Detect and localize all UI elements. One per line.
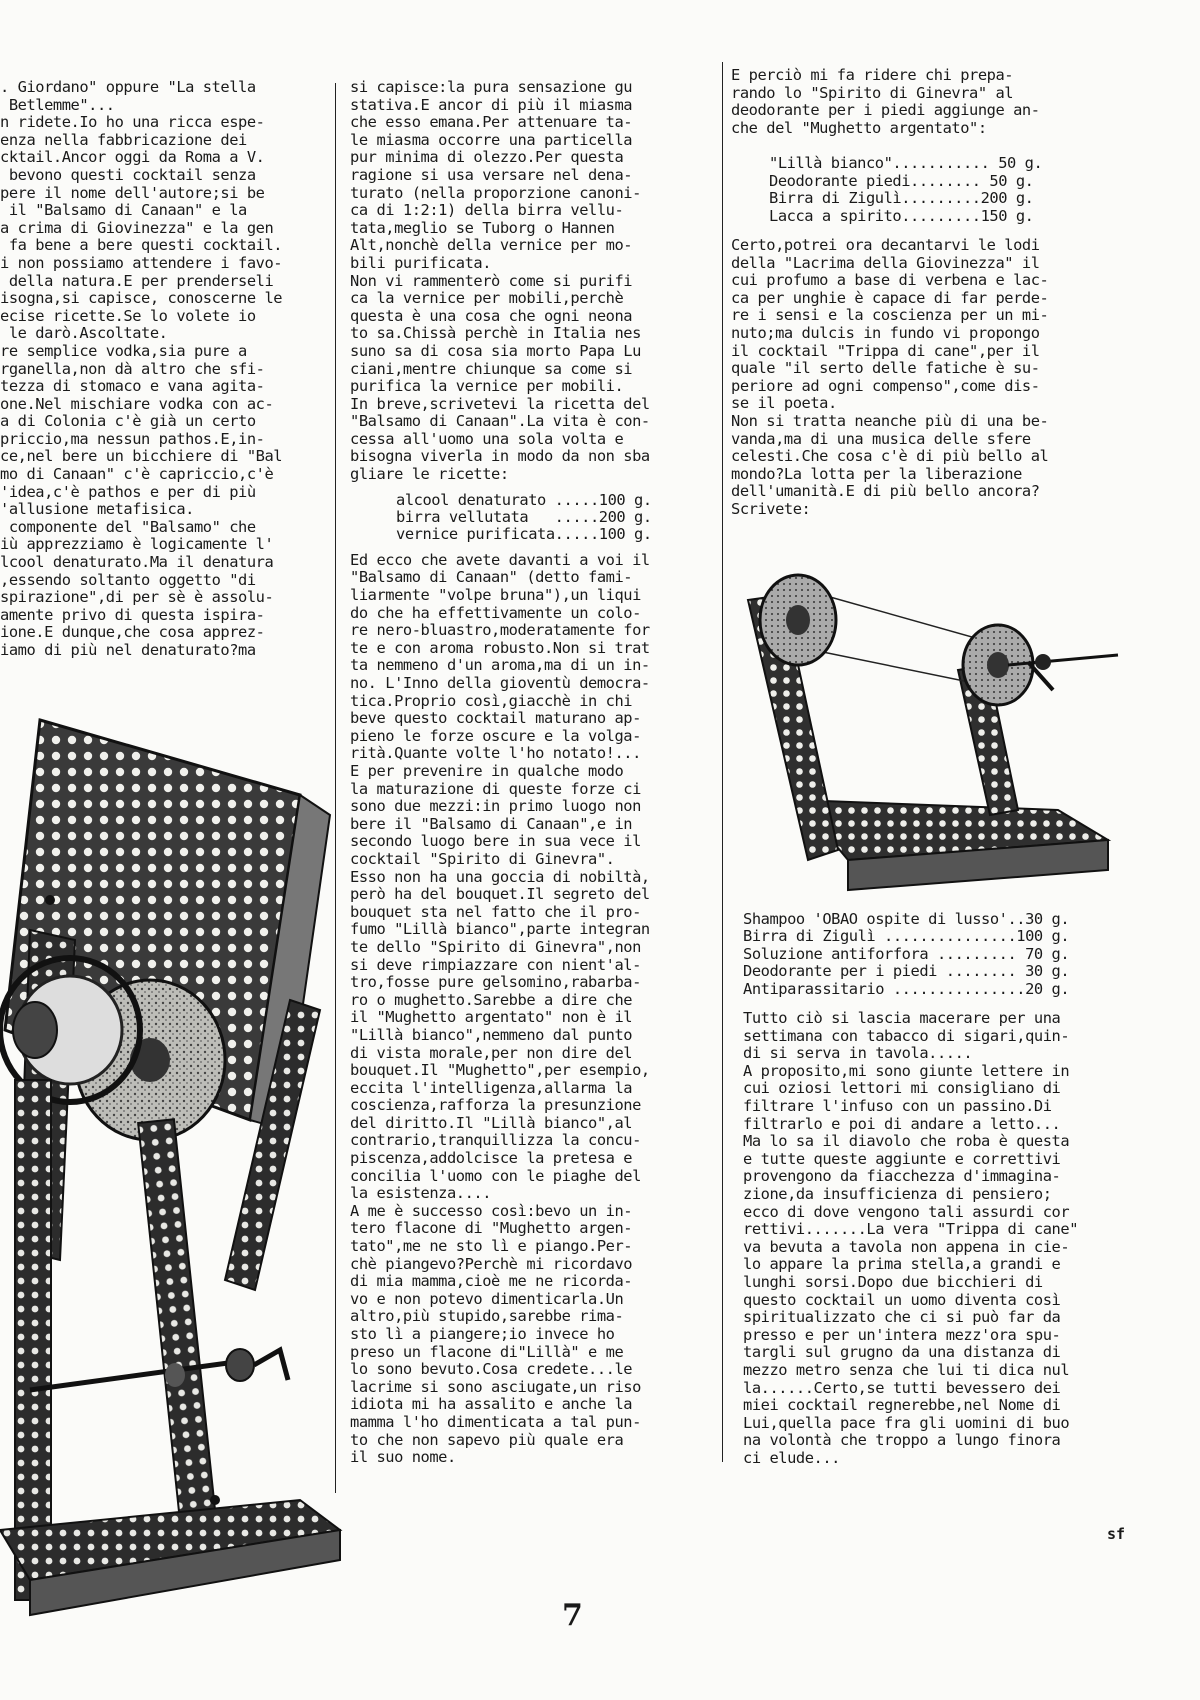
text-line: ragione si usa versare nel dena- (350, 165, 633, 184)
recipe-row: alcool denaturato .....100 g. (396, 490, 652, 509)
text-line: bevono questi cocktail senza (0, 165, 256, 184)
text-line: Esso non ha una goccia di nobiltà, (350, 867, 650, 886)
text-line: pieno le forze oscure e la volga- (350, 726, 641, 745)
text-line: Non si tratta neanche più di una be- (731, 411, 1049, 430)
text-line: che esso emana.Per attenuare ta- (350, 113, 633, 132)
text-line: la......Certo,se tutti bevessero dei (743, 1378, 1061, 1397)
text-line: questa è una cosa che ogni neona (350, 306, 633, 325)
text-line: filtrarlo e poi di andare a letto... (743, 1114, 1061, 1133)
recipe-row: Birra di Zigulì.........200 g. (769, 189, 1034, 208)
text-line: vo e non potevo dimenticarla.Un (350, 1289, 624, 1308)
text-line: tica.Proprio così,giacchè in chi (350, 691, 633, 710)
text-line: "Lillà bianco",nemmeno dal punto (350, 1025, 633, 1044)
text-line: ta nemmeno d'un aroma,ma di un in- (350, 656, 650, 675)
text-line: deodorante per i piedi aggiunge an- (731, 101, 1040, 120)
text-line: va bevuta a tavola non appena in cie- (743, 1237, 1070, 1256)
text-line: amente privo di questa ispira- (0, 605, 265, 624)
text-line: il suo nome. (350, 1448, 456, 1467)
text-line: suno sa di cosa sia morto Papa Lu (350, 341, 641, 360)
text-line: si capisce:la pura sensazione gu (350, 78, 633, 96)
text-line: concilia l'uomo con le piaghe del (350, 1166, 641, 1185)
text-line: della natura.E per prenderseli (0, 271, 274, 290)
text-line: ca per unghie è capace di far perde- (731, 288, 1049, 307)
text-line: A me è successo così:bevo un in- (350, 1201, 633, 1220)
trippa-recipe (743, 911, 1153, 998)
text-line: A proposito,mi sono giunte lettere in (743, 1061, 1070, 1080)
recipe-row: vernice purificata.....100 g. (396, 525, 652, 544)
text-line: rità.Quante volte l'ho notato!... (350, 744, 641, 763)
text-line: le miasma occorre una particella (350, 130, 633, 149)
text-line: isogna,si capisce, conoscerne le (0, 289, 283, 308)
meccano-pulley-illustration (728, 570, 1138, 920)
column-1-text (0, 79, 330, 660)
text-line: pur minima di olezzo.Per questa (350, 148, 624, 167)
text-line: cocktail "Spirito di Ginevra". (350, 849, 615, 868)
text-line: a di Colonia c'è già un certo (0, 412, 256, 431)
text-line: ro o mughetto.Sarebbe a dire che (350, 990, 633, 1009)
text-line: spirazione",di per sè è assolu- (0, 588, 274, 607)
column-3 (731, 67, 1151, 519)
text-line: preso un flacone di"Lillà" e me (350, 1342, 624, 1361)
text-line: do che ha effettivamente un colo- (350, 603, 641, 622)
recipe-row: birra vellutata .....200 g. (396, 508, 652, 527)
recipe-row: Shampoo 'OBAO ospite di lusso'..30 g. (743, 910, 1070, 928)
text-line: n ridete.Io ho una ricca espe- (0, 113, 265, 132)
text-line: secondo luogo bere in sua vece il (350, 832, 641, 851)
text-line: il "Balsamo di Canaan" e la (0, 201, 247, 220)
text-line: idiota mi ha assalito e anche la (350, 1395, 633, 1414)
text-line: settimana con tabacco di sigari,quin- (743, 1026, 1070, 1045)
text-line: Ma lo sa il diavolo che roba è questa (743, 1132, 1070, 1151)
recipe-row: Deodorante piedi........ 50 g. (769, 171, 1034, 190)
text-line: iamo di più nel denaturato?ma (0, 641, 256, 659)
text-line: cessa all'uomo una sola volta e (350, 429, 624, 448)
text-line: filtrare l'infuso con un passino.Di (743, 1097, 1052, 1115)
text-line: "Balsamo di Canaan" (detto fami- (350, 568, 633, 587)
text-line: coscienza,rafforza la presunzione (350, 1096, 641, 1115)
text-line: ,essendo soltanto oggetto "di (0, 570, 256, 589)
text-line: lunghi sorsi.Dopo due bicchieri di (743, 1272, 1043, 1291)
text-line: turato (nella proporzione canoni- (350, 183, 641, 202)
text-line: ca di 1:2:1) della birra vellu- (350, 201, 624, 220)
column-3-text-b (731, 237, 1151, 519)
text-line: Betlemme"... (0, 95, 115, 114)
text-line: nuto;ma dulcis in fundo vi propongo (731, 323, 1040, 342)
column-2 (350, 79, 710, 1467)
text-line: 'idea,c'è pathos e per di più (0, 482, 256, 501)
recipe-row: Birra di Zigulì ...............100 g. (743, 927, 1070, 946)
text-line: ciani,mentre chiunque sa come si (350, 359, 633, 378)
text-line: le darò.Ascoltate. (0, 324, 168, 343)
text-line: la maturazione di queste forze ci (350, 779, 641, 798)
text-line: e tutte queste aggiunte e correttivi (743, 1149, 1061, 1168)
text-line: lcool denaturato.Ma il denatura (0, 553, 274, 572)
text-line: che del "Mughetto argentato": (731, 118, 987, 137)
text-line: cktail.Ancor oggi da Roma a V. (0, 148, 265, 167)
text-line: contrario,tranquillizza la concu- (350, 1131, 641, 1150)
text-line: 'allusione metafisica. (0, 500, 194, 519)
text-line: Non vi rammenterò come si purifi (350, 271, 633, 290)
text-line: Certo,potrei ora decantarvi le lodi (731, 236, 1040, 254)
text-line: to sa.Chissà perchè in Italia nes (350, 324, 641, 343)
text-line: il cocktail "Trippa di cane",per il (731, 341, 1040, 360)
text-line: di mia mamma,cioè me ne ricorda- (350, 1272, 633, 1291)
text-line: zione,da insufficienza di pensiero; (743, 1184, 1052, 1203)
text-line: periore ad ogni compenso",come dis- (731, 376, 1040, 395)
column-divider-1 (335, 83, 336, 1493)
text-line: componente del "Balsamo" che (0, 517, 256, 536)
text-line: cui profumo a base di verbena e lac- (731, 271, 1049, 290)
text-line: bisogna viverla in modo da non sba (350, 447, 650, 466)
text-line: te e con aroma robusto.Non si trat (350, 638, 650, 657)
text-line: mondo?La lotta per la liberazione (731, 464, 1022, 483)
text-line: sto lì a piangere;io invece ho (350, 1325, 615, 1343)
text-line: tro,fosse pure gelsomino,rabarba- (350, 973, 641, 992)
spirito-recipe (731, 155, 1151, 225)
column-2-text-b (350, 552, 710, 1467)
text-line: miei cocktail regnerebbe,nel Nome di (743, 1396, 1061, 1415)
text-line: beve questo cocktail maturano ap- (350, 709, 641, 728)
text-line: "Balsamo di Canaan".La vita è con- (350, 412, 650, 431)
text-line: ca la vernice per mobili,perchè (350, 289, 624, 308)
text-line: . Giordano" oppure "La stella (0, 78, 256, 96)
text-line: ione.E dunque,che cosa apprez- (0, 623, 265, 642)
text-line: Scrivete: (731, 499, 811, 518)
text-line: vanda,ma di una musica delle sfere (731, 429, 1031, 448)
text-line: chè piangevo?Perchè mi ricordavo (350, 1254, 633, 1273)
text-line: lacrime si sono asciugate,un riso (350, 1377, 641, 1396)
text-line: iù apprezziamo è logicamente l' (0, 535, 274, 554)
text-line: i non possiamo attendere i favo- (0, 253, 283, 272)
text-line: re semplice vodka,sia pure a (0, 341, 247, 360)
recipe-row: Soluzione antiforfora ......... 70 g. (743, 944, 1070, 963)
text-line: Lui,quella pace fra gli uomini di buo (743, 1413, 1070, 1432)
text-line: to che non sapevo più quale era (350, 1430, 624, 1449)
balsamo-recipe (350, 492, 710, 544)
text-line: però ha del bouquet.Il segreto del (350, 885, 650, 904)
text-line: In breve,scrivetevi la ricetta del (350, 394, 650, 413)
text-line: ecise ricette.Se lo volete io (0, 306, 256, 325)
recipe-row: Lacca a spirito.........150 g. (769, 206, 1034, 225)
text-line: re nero-bluastro,moderatamente for (350, 621, 650, 640)
text-line: la esistenza.... (350, 1184, 492, 1203)
column-3-text-a (731, 67, 1151, 137)
text-line: fa bene a bere questi cocktail. (0, 236, 283, 255)
text-line: stativa.E ancor di più il miasma (350, 95, 633, 114)
text-line: di vista morale,per non dire del (350, 1043, 633, 1062)
text-line: piscenza,addolcisce la pretesa e (350, 1149, 633, 1168)
text-line: ci elude... (743, 1448, 840, 1467)
text-line: mezzo metro senza che lui ti dica nul (743, 1360, 1070, 1379)
text-line: fumo "Lillà bianco",parte integran (350, 920, 650, 939)
text-line: E per prevenire in qualche modo (350, 762, 624, 780)
text-line: se il poeta. (731, 394, 837, 413)
text-line: pere il nome dell'autore;si be (0, 183, 265, 202)
text-line: na volontà che troppo a lungo finora (743, 1431, 1061, 1450)
text-line: ce,nel bere un bicchiere di "Bal (0, 447, 283, 466)
text-line: bouquet.Il "Mughetto",per esempio, (350, 1061, 650, 1080)
column-2-text-a (350, 79, 710, 484)
text-line: di si serva in tavola..... (743, 1044, 973, 1063)
text-line: enza nella fabbricazione dei (0, 130, 247, 149)
text-line: lo sono bevuto.Cosa credete...le (350, 1360, 633, 1379)
text-line: della "Lacrima della Giovinezza" il (731, 253, 1040, 272)
text-line: dell'umanità.E di più bello ancora? (731, 482, 1040, 501)
text-line: E perciò mi fa ridere chi prepa- (731, 66, 1014, 84)
author-signature: sf (1107, 1525, 1126, 1543)
text-line: tato",me ne sto lì e piango.Per- (350, 1237, 633, 1256)
text-line: rando lo "Spirito di Ginevra" al (731, 83, 1014, 102)
text-line: del diritto.Il "Lillà bianco",al (350, 1113, 633, 1132)
recipe-row: "Lillà bianco"........... 50 g. (769, 154, 1043, 173)
text-line: bere il "Balsamo di Canaan",e in (350, 814, 633, 833)
column-1 (0, 79, 330, 660)
column-3-lower (743, 911, 1153, 1467)
column-3-text-c (743, 1010, 1153, 1467)
recipe-row: Antiparassitario ...............20 g. (743, 979, 1070, 998)
text-line: spiritualizzato che ci si può far da (743, 1308, 1061, 1327)
column-divider-2 (722, 62, 723, 1462)
text-line: purifica la vernice per mobili. (350, 377, 624, 396)
text-line: mamma l'ho dimenticata a tal pun- (350, 1412, 641, 1431)
text-line: eccita l'intelligenza,allarma la (350, 1078, 633, 1097)
text-line: cui oziosi lettori mi consigliano di (743, 1079, 1061, 1098)
text-line: mo di Canaan" c'è capriccio,c'è (0, 465, 274, 484)
text-line: bouquet sta nel fatto che il pro- (350, 902, 641, 921)
text-line: Ed ecco che avete davanti a voi il (350, 550, 650, 569)
text-line: targli sul grugno da una distanza di (743, 1343, 1061, 1362)
text-line: rettivi.......La vera "Trippa di cane" (743, 1220, 1079, 1239)
meccano-machine-illustration (0, 700, 345, 1660)
text-line: re i sensi e la coscienza per un mi- (731, 306, 1049, 325)
text-line: rganella,non dà altro che sfi- (0, 359, 265, 378)
recipe-row: Deodorante per i piedi ........ 30 g. (743, 962, 1070, 981)
text-line: gliare le ricette: (350, 465, 509, 484)
text-line: questo cocktail un uomo diventa così (743, 1290, 1061, 1309)
text-line: presso e per un'intera mezz'ora spu- (743, 1325, 1061, 1344)
text-line: sono due mezzi:in primo luogo non (350, 797, 641, 816)
text-line: lo appare la prima stella,a grandi e (743, 1255, 1061, 1274)
text-line: si deve rimpiazzare con nient'al- (350, 955, 641, 974)
page-number: 7 (562, 1598, 583, 1633)
text-line: no. L'Inno della gioventù democra- (350, 674, 650, 693)
text-line: bili purificata. (350, 253, 492, 272)
text-line: Alt,nonchè della vernice per mo- (350, 236, 633, 255)
text-line: liarmente "volpe bruna"),un liqui (350, 586, 641, 605)
text-line: quale "il serto delle fatiche è su- (731, 359, 1040, 378)
text-line: Tutto ciò si lascia macerare per una (743, 1009, 1061, 1028)
text-line: a crima di Giovinezza" e la gen (0, 218, 274, 237)
text-line: provengono da fiacchezza d'immagina- (743, 1167, 1061, 1186)
text-line: one.Nel mischiare vodka con ac- (0, 394, 274, 413)
text-line: tata,meglio se Tuborg o Hannen (350, 218, 615, 237)
text-line: te dello "Spirito di Ginevra",non (350, 937, 641, 956)
text-line: celesti.Che cosa c'è di più bello al (731, 447, 1049, 466)
text-line: ecco di dove vengono tali assurdi cor (743, 1202, 1070, 1221)
text-line: tero flacone di "Mughetto argen- (350, 1219, 633, 1238)
text-line: il "Mughetto argentato" non è il (350, 1008, 633, 1027)
text-line: priccio,ma nessun pathos.E,in- (0, 429, 265, 448)
text-line: tezza di stomaco e vana agita- (0, 377, 265, 396)
text-line: altro,più stupido,sarebbe rima- (350, 1307, 624, 1326)
